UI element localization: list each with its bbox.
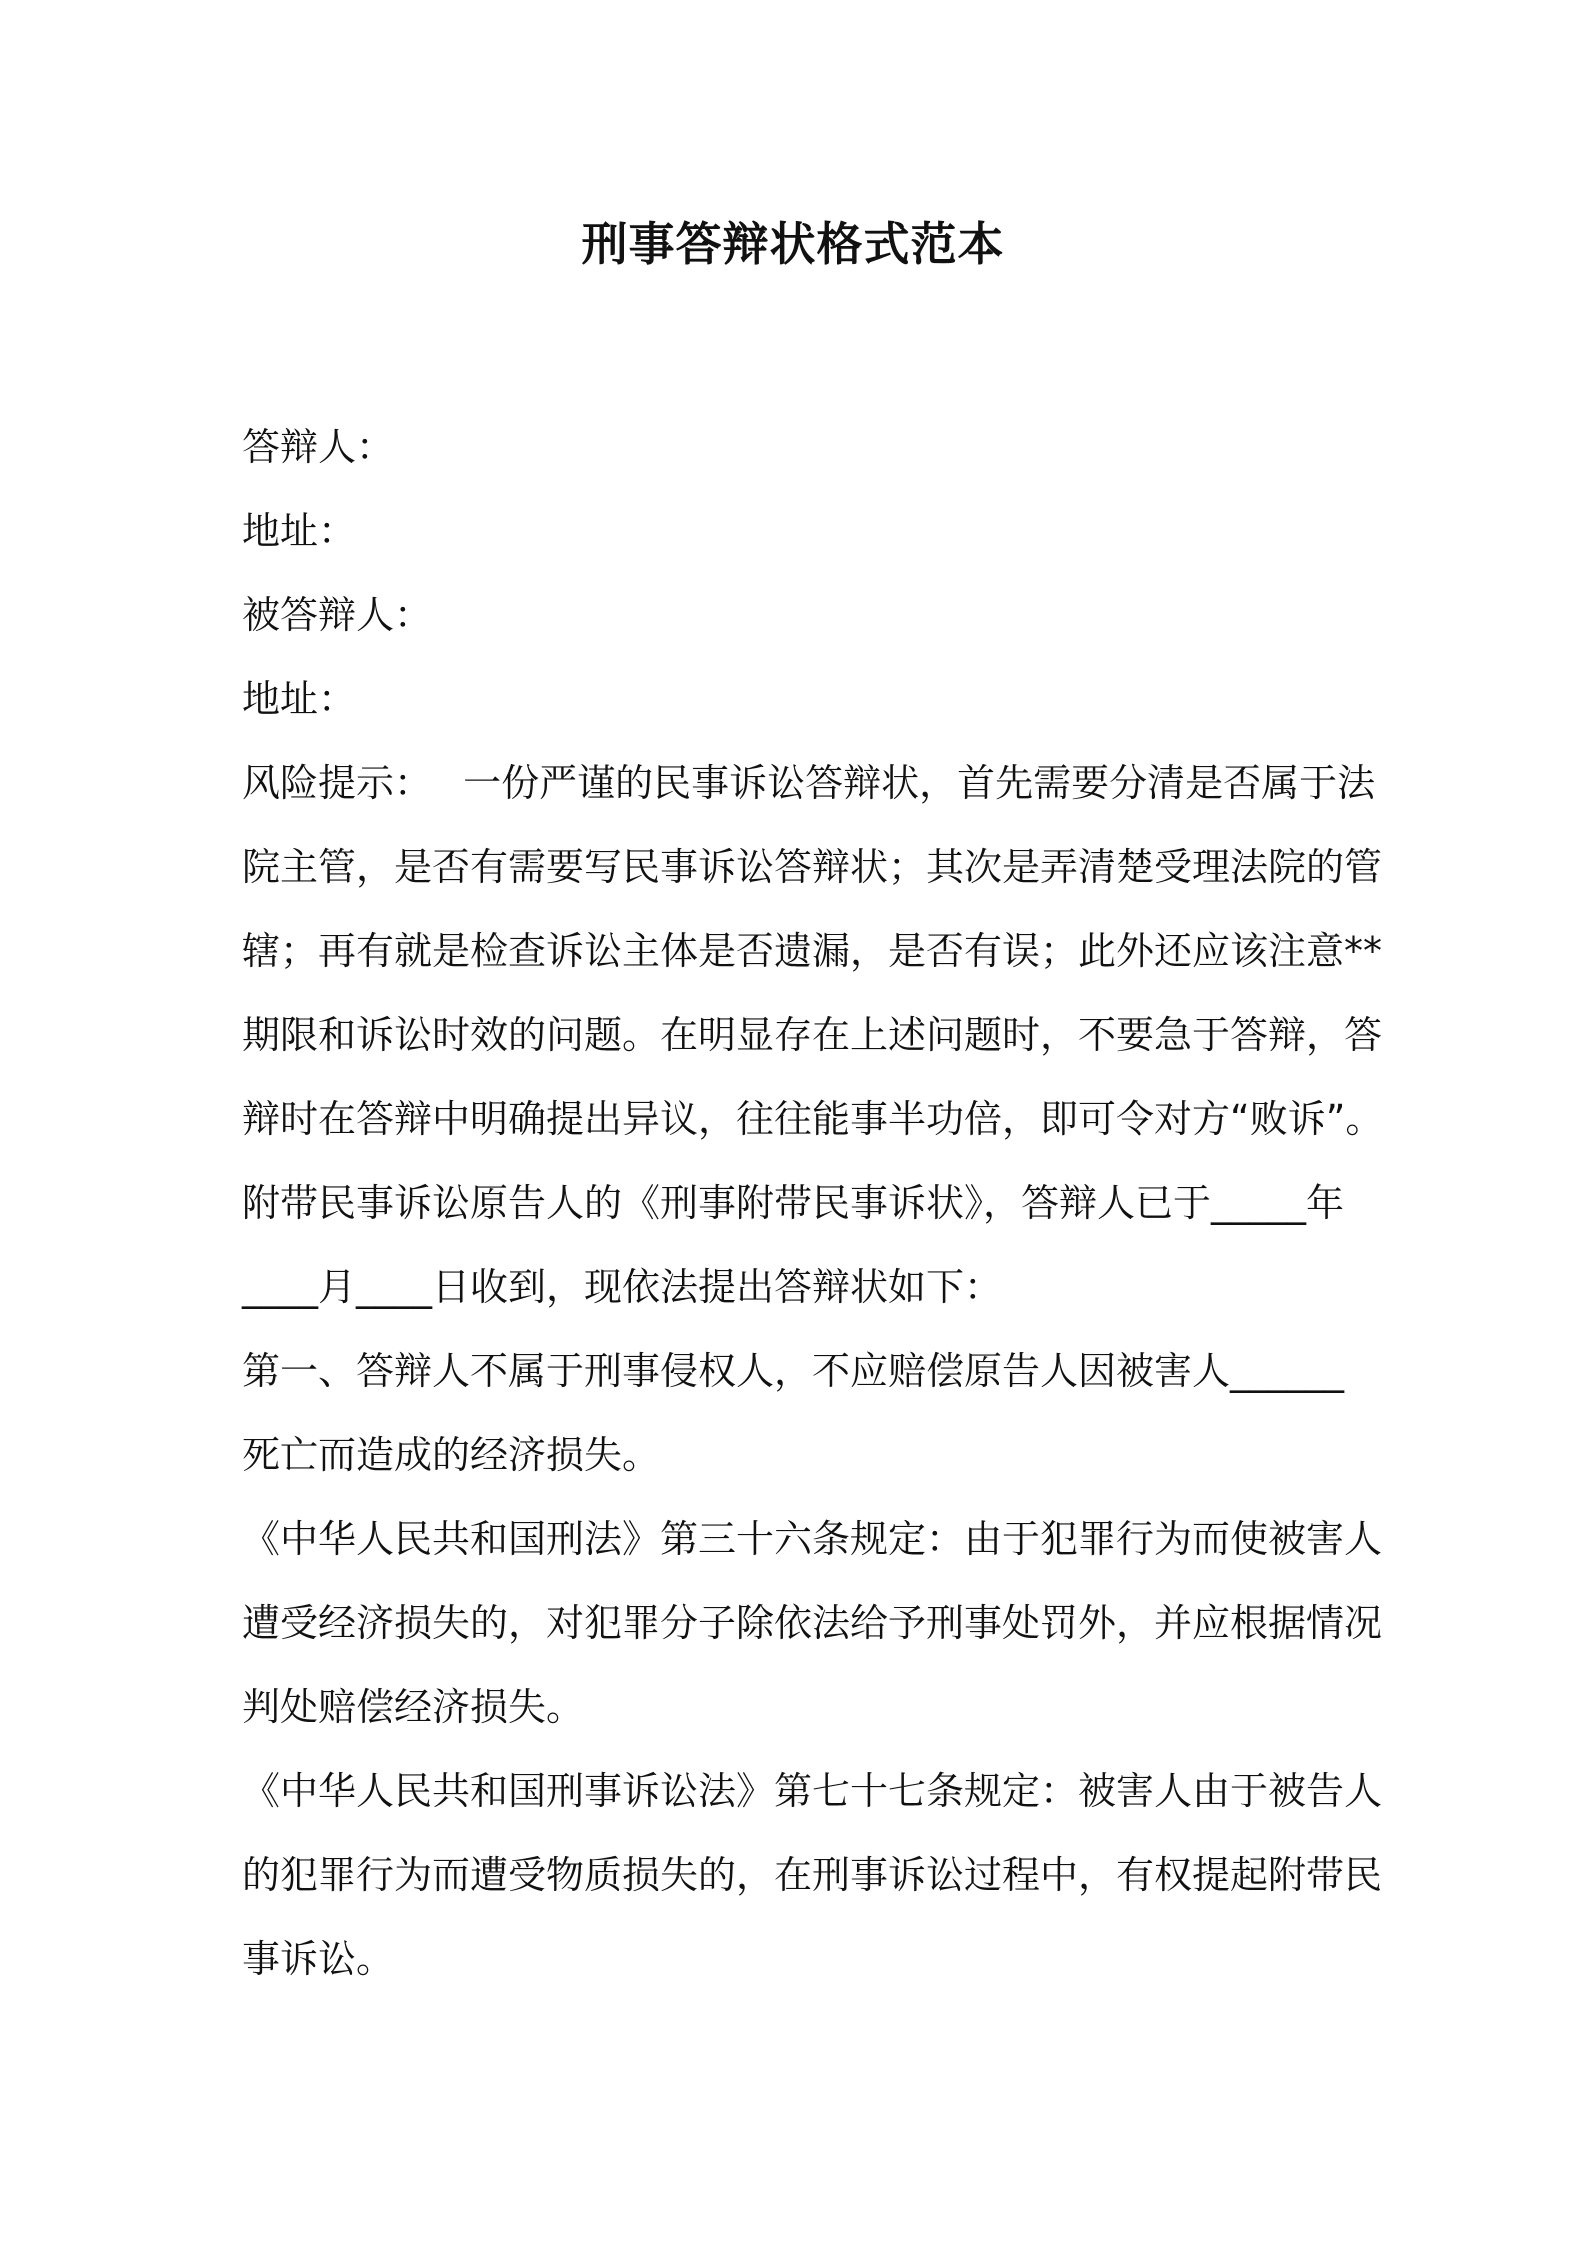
criminal-law-citation-line: 遭受经济损失的，对犯罪分子除依法给予刑事处罚外，并应根据情况	[242, 1601, 1383, 1645]
procedure-law-citation-line: 的犯罪行为而遭受物质损失的，在刑事诉讼过程中，有权提起附带民	[242, 1853, 1383, 1897]
criminal-law-citation-line: 判处赔偿经济损失。	[242, 1685, 585, 1729]
receipt-statement-line: ____月____日收到，现依法提出答辩状如下：	[242, 1265, 1003, 1309]
procedure-law-citation-line: 《中华人民共和国刑事诉讼法》第七十七条规定：被害人由于被告人	[242, 1769, 1383, 1813]
document-body	[242, 405, 1384, 2001]
opponent-address-label: 地址：	[242, 677, 357, 721]
criminal-law-citation-line: 《中华人民共和国刑法》第三十六条规定：由于犯罪行为而使被害人	[242, 1517, 1383, 1561]
receipt-statement-line: 附带民事诉讼原告人的《刑事附带民事诉状》，答辩人已于_____年	[242, 1181, 1345, 1225]
defense-point-one-line: 死亡而造成的经济损失。	[242, 1433, 661, 1477]
risk-notice-line: 院主管，是否有需要写民事诉讼答辩状；其次是弄清楚受理法院的管	[242, 845, 1383, 889]
risk-notice-line: 风险提示： 一份严谨的民事诉讼答辩状，首先需要分清是否属于法	[242, 761, 1376, 805]
respondent-label: 答辩人：	[242, 425, 395, 469]
opponent-label: 被答辩人：	[242, 593, 433, 637]
defense-point-one-line: 第一、答辩人不属于刑事侵权人，不应赔偿原告人因被害人______	[242, 1349, 1345, 1393]
document-title: 刑事答辩状格式范本	[581, 217, 1005, 271]
risk-notice-line: 辖；再有就是检查诉讼主体是否遗漏，是否有误；此外还应该注意**	[242, 929, 1383, 973]
respondent-address-label: 地址：	[242, 509, 357, 553]
risk-notice-line: 期限和诉讼时效的问题。在明显存在上述问题时，不要急于答辩，答	[242, 1013, 1383, 1057]
procedure-law-citation-line: 事诉讼。	[242, 1937, 395, 1981]
risk-notice-line: 辩时在答辩中明确提出异议，往往能事半功倍，即可令对方“败诉”。	[242, 1097, 1384, 1141]
